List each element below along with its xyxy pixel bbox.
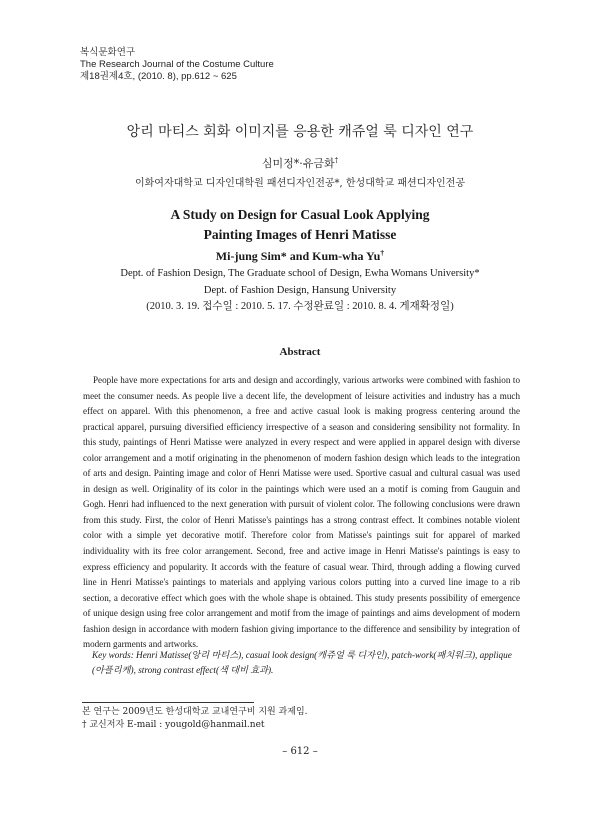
- abstract-heading: Abstract: [279, 346, 321, 358]
- corresponding-author-footnote: † 교신저자 E-mail : yougold@hanmail.net: [82, 720, 265, 730]
- journal-korean-name: 복식문화연구: [80, 47, 136, 58]
- journal-english-name: The Research Journal of the Costume Culture: [80, 59, 274, 70]
- funding-footnote: 본 연구는 2009년도 한성대학교 교내연구비 지원 과제임.: [82, 707, 308, 717]
- english-authors: [0, 249, 600, 264]
- korean-title: 앙리 마티스 회화 이미지를 응용한 캐쥬얼 룩 디자인 연구: [126, 124, 474, 140]
- korean-authors: [0, 155, 600, 171]
- english-title: [0, 205, 600, 245]
- page-number: – 612 –: [282, 746, 318, 757]
- footnotes: [82, 706, 308, 732]
- english-affiliation-line-1: Dept. of Fashion Design, The Graduate school of Design, Ewha Womans University*: [120, 268, 480, 279]
- english-corresponding-dagger: †: [380, 248, 385, 257]
- korean-affiliation: 이화여자대학교 디자인대학원 패션디자인전공*, 한성대학교 패션디자인전공: [134, 178, 465, 189]
- journal-header: [80, 47, 274, 83]
- english-author-names: Mi-jung Sim* and Kum-wha Yu: [215, 249, 381, 263]
- english-affiliation: [0, 266, 600, 316]
- journal-volume-line: 제18권제4호, (2010. 8), pp.612 ~ 625: [80, 71, 237, 82]
- english-affiliation-line-2: Dept. of Fashion Design, Hansung University: [203, 284, 397, 296]
- korean-author-names: 심미정*·유금화: [261, 157, 335, 170]
- submission-dates: (2010. 3. 19. 접수일 : 2010. 5. 17. 수정완료일 : 2010. 8. 4. 게재확정일): [146, 301, 454, 312]
- footnote-divider: [82, 702, 254, 703]
- abstract-body: People have more expectations for arts and design and accordingly, various artworks were combined with fashion to meet the consumer needs. As people live a decent life, the development of leisure activities and industry has a much effect on apparel. With this phenomenon, a free and active casual look is making progress centering around the practical apparel, pursuing diversified efficiency irrespective of a season and considering sensibility not formality. In this study, paintings of Henri Matisse were analyzed in every respect and were applied in apparel design with diverse color arrangement and a motif originating in the phenomenon of modern fashion design which leads to the integration of arts and design. Painting image and color of Henri Matisse were used. Sportive casual and cultural casual was used in design as well. Originality of its color in the paintings which were used an a motif is coming from Gauguin and Gogh. Henri had influenced to the next generation with pursuit of violent color. The following conclusions were drawn from this study. First, the color of Henri Matisse's paintings has a strong contrast effect. It combines notable violent color with a simple yet decorative motif. Therefore color from Matisse's paintings suit for apparel of marked individuality with its free color arrangement. Second, free and active image in Henri Matisse's paintings is easy to express efficiency and popularity. It accords with the feature of casual wear. Third, through adding a flowing curved line in Henri Matisse's paintings to materials and applying various colors putting into a curved line image to a rib section, a decorative effect which goes with the whole shape is obtained. This study presents possibility of emergence of unique design using free color arrangement and motif from the image of paintings and aims development of modern fashion design in accordance with modern fashion giving importance to the difference and sensibility by integration of modern garments and artworks.: [83, 375, 520, 650]
- keywords: Key words: Henri Matisse(앙리 마티스), casual look design(캐쥬얼 룩 디자인), patch-work(패치워크), applique (아플리케), strong contrast effect(색 대비 효과).: [92, 650, 512, 675]
- corresponding-dagger: †: [334, 155, 339, 165]
- english-title-line-2: Painting Images of Henri Matisse: [203, 227, 397, 242]
- english-title-line-1: A Study on Design for Casual Look Applying: [170, 207, 430, 222]
